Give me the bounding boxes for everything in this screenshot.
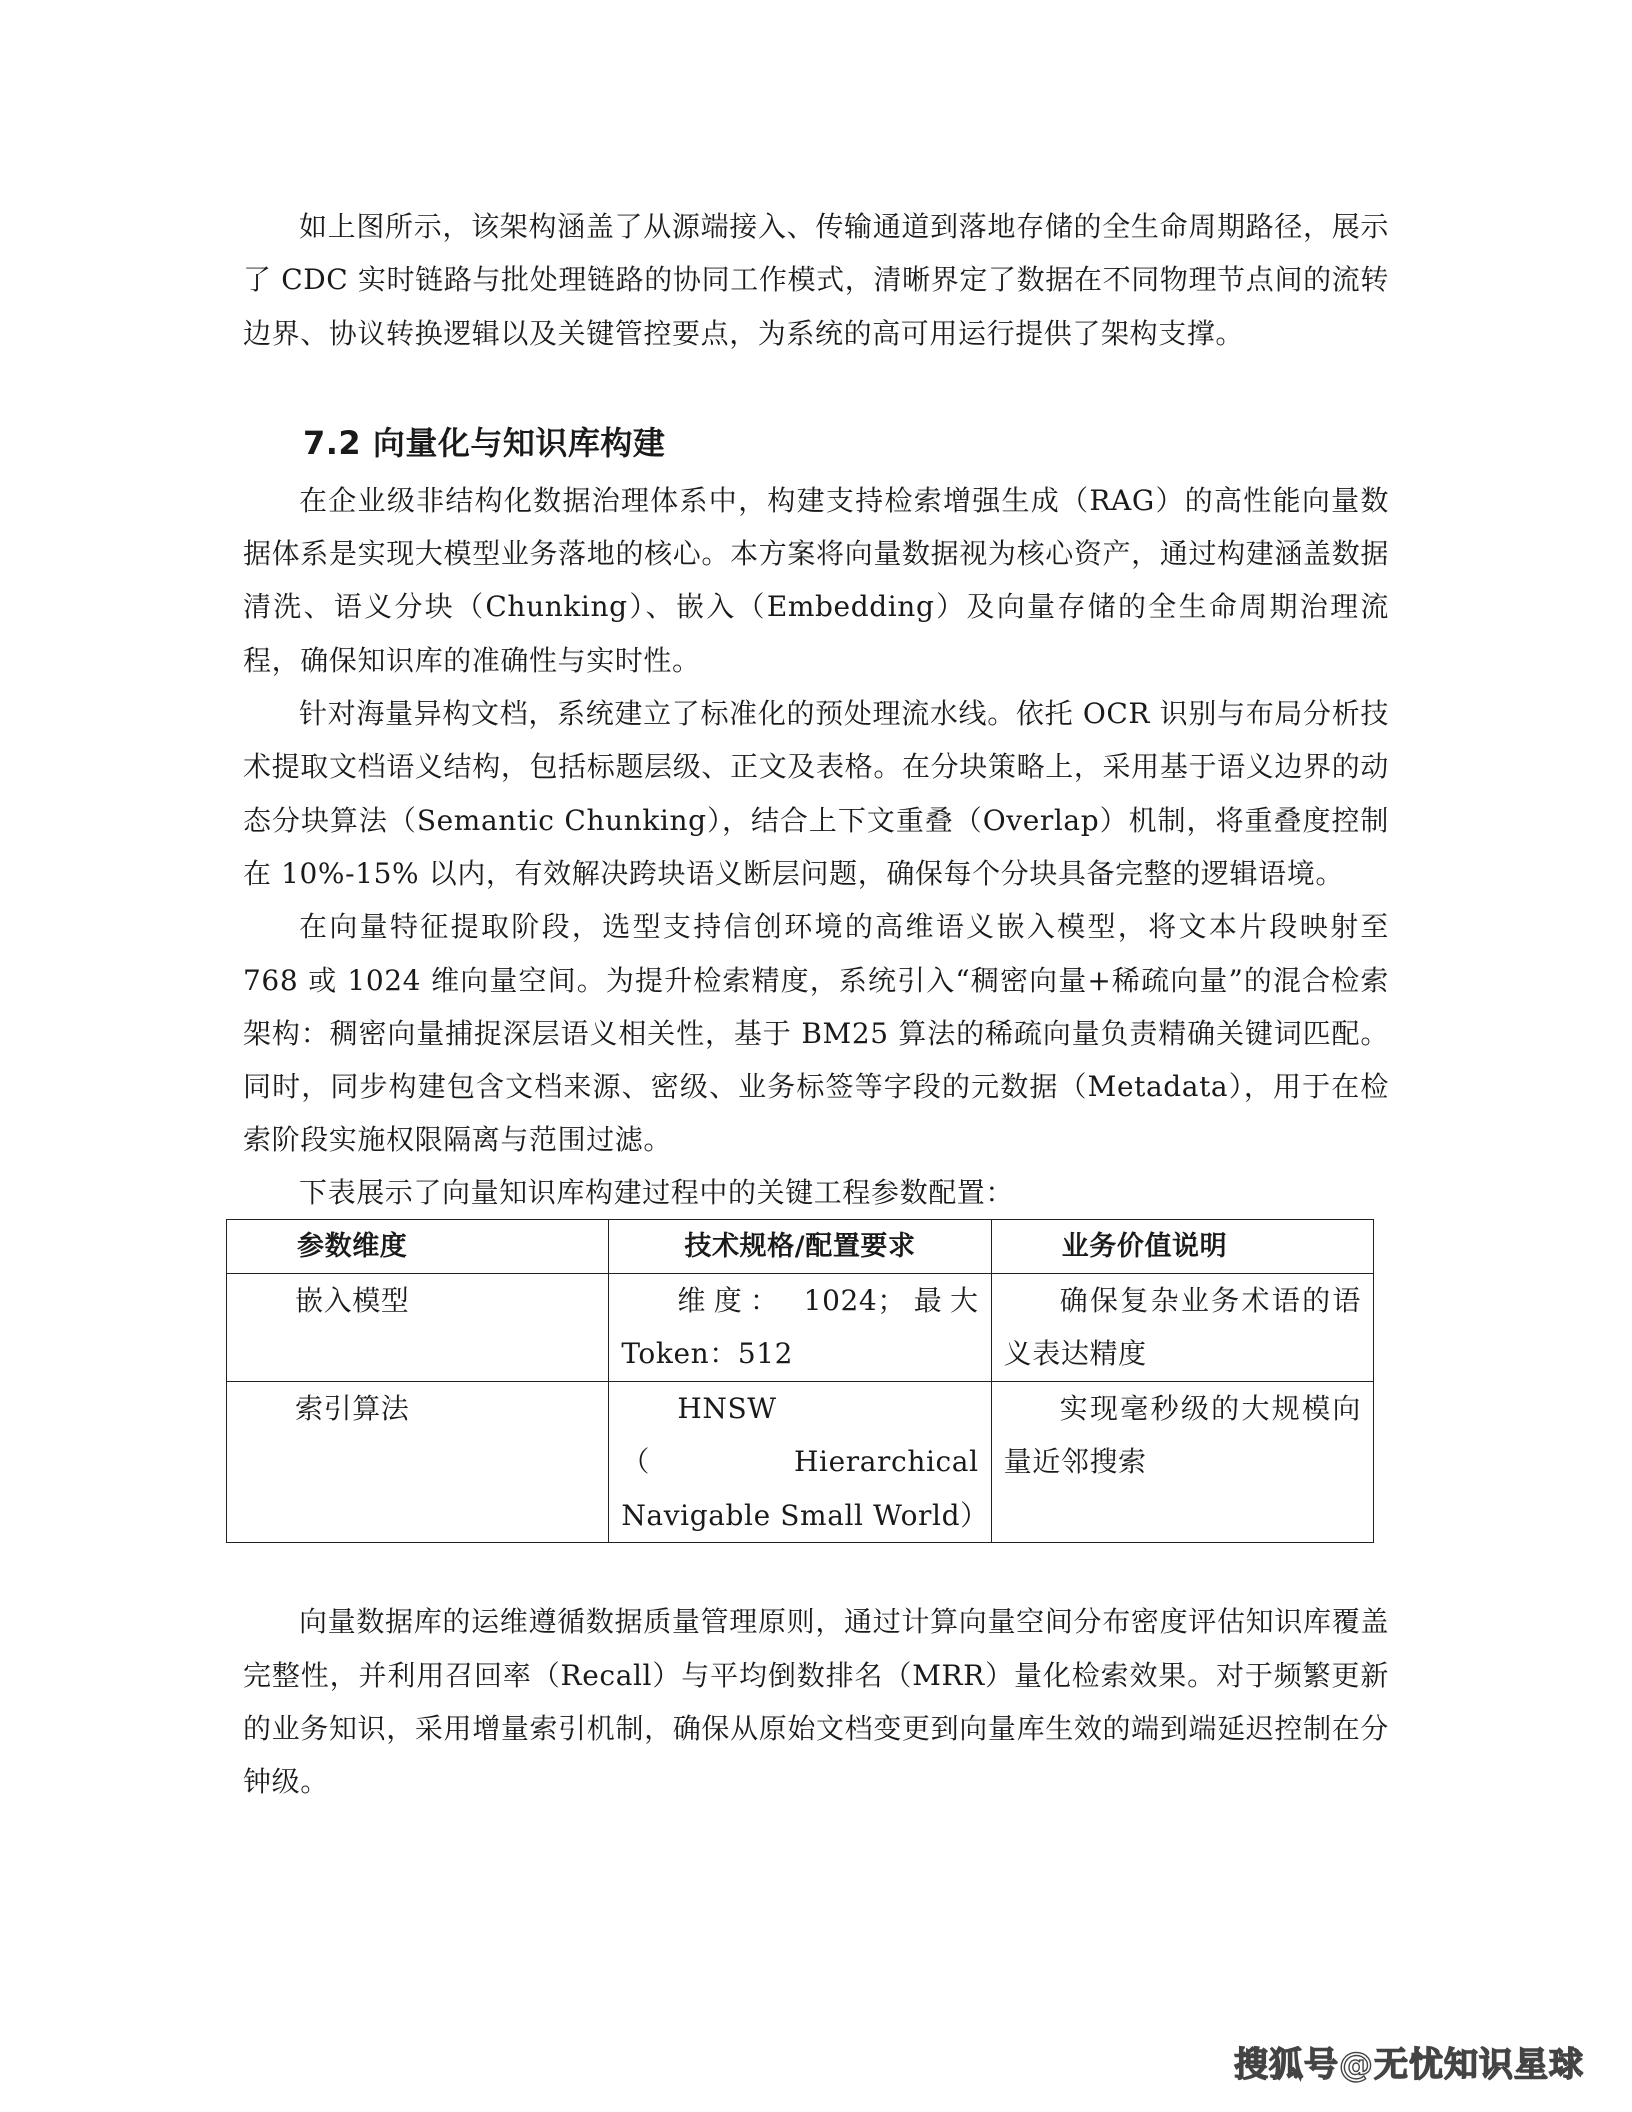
paragraph-rag-intro: 在企业级非结构化数据治理体系中，构建支持检索增强生成（RAG）的高性能向量数据体系是实现大模型业务落地的核心。本方案将向量数据视为核心资产，通过构建涵盖数据清洗、语义分块（Chunking）、嵌入（Embedding）及向量存储的全生命周期治理流程，确保知识库的准确性与实时性。: [243, 483, 1389, 677]
table-cell: 确保复杂业务术语的语义表达精度: [991, 1273, 1373, 1381]
closing-section: [243, 1595, 1389, 1808]
table-header-cell: 业务价值说明: [991, 1219, 1373, 1273]
parameter-table: [226, 1219, 1374, 1544]
table-cell: 嵌入模型: [227, 1273, 609, 1381]
watermark-text: 搜狐号@无忧知识星球: [1234, 2045, 1584, 2085]
section-heading: 7.2 向量化与知识库构建: [303, 423, 666, 462]
table-row: [227, 1273, 1374, 1381]
table-header-row: [227, 1219, 1374, 1273]
paragraph-operations: 向量数据库的运维遵循数据质量管理原则，通过计算向量空间分布密度评估知识库覆盖完整性，并利用召回率（Recall）与平均倒数排名（MRR）量化检索效果。对于频繁更新的业务知识，采用增量索引机制，确保从原始文档变更到向量库生效的端到端延迟控制在分钟级。: [243, 1605, 1389, 1799]
table-header-cell: 参数维度: [227, 1219, 609, 1273]
table-cell: 索引算法: [227, 1381, 609, 1543]
table-row: [227, 1381, 1374, 1543]
paragraph-embedding: 在向量特征提取阶段，选型支持信创环境的高维语义嵌入模型，将文本片段映射至 768 或 1024 维向量空间。为提升检索精度，系统引入“稠密向量+稀疏向量”的混合检索架构：稠密向量捕捉深层语义相关性，基于 BM25 算法的稀疏向量负责精确关键词匹配。同时，同步构建包含文档来源、密级、业务标签等字段的元数据（Metadata），用于在检索阶段实施权限隔离与范围过滤。: [243, 910, 1389, 1157]
table-cell: HNSW （Hierarchical Navigable Small World）: [609, 1381, 991, 1543]
page-content: [243, 200, 1389, 1808]
table-cell: 实现毫秒级的大规模向量近邻搜索: [991, 1381, 1373, 1543]
table-caption: 下表展示了向量知识库构建过程中的关键工程参数配置：: [299, 1175, 1015, 1209]
paragraph-architecture-summary: 如上图所示，该架构涵盖了从源端接入、传输通道到落地存储的全生命周期路径，展示了 CDC 实时链路与批处理链路的协同工作模式，清晰界定了数据在不同物理节点间的流转边界、协议转换逻辑以及关键管控要点，为系统的高可用运行提供了架构支撑。: [243, 210, 1389, 350]
table-cell: 维度： 1024；最大 Token：512: [609, 1273, 991, 1381]
paragraph-preprocessing: 针对海量异构文档，系统建立了标准化的预处理流水线。依托 OCR 识别与布局分析技术提取文档语义结构，包括标题层级、正文及表格。在分块策略上，采用基于语义边界的动态分块算法（Semantic Chunking），结合上下文重叠（Overlap）机制，将重叠度控制在 10%-15% 以内，有效解决跨块语义断层问题，确保每个分块具备完整的逻辑语境。: [243, 697, 1389, 890]
table-header-cell: 技术规格/配置要求: [609, 1219, 991, 1273]
